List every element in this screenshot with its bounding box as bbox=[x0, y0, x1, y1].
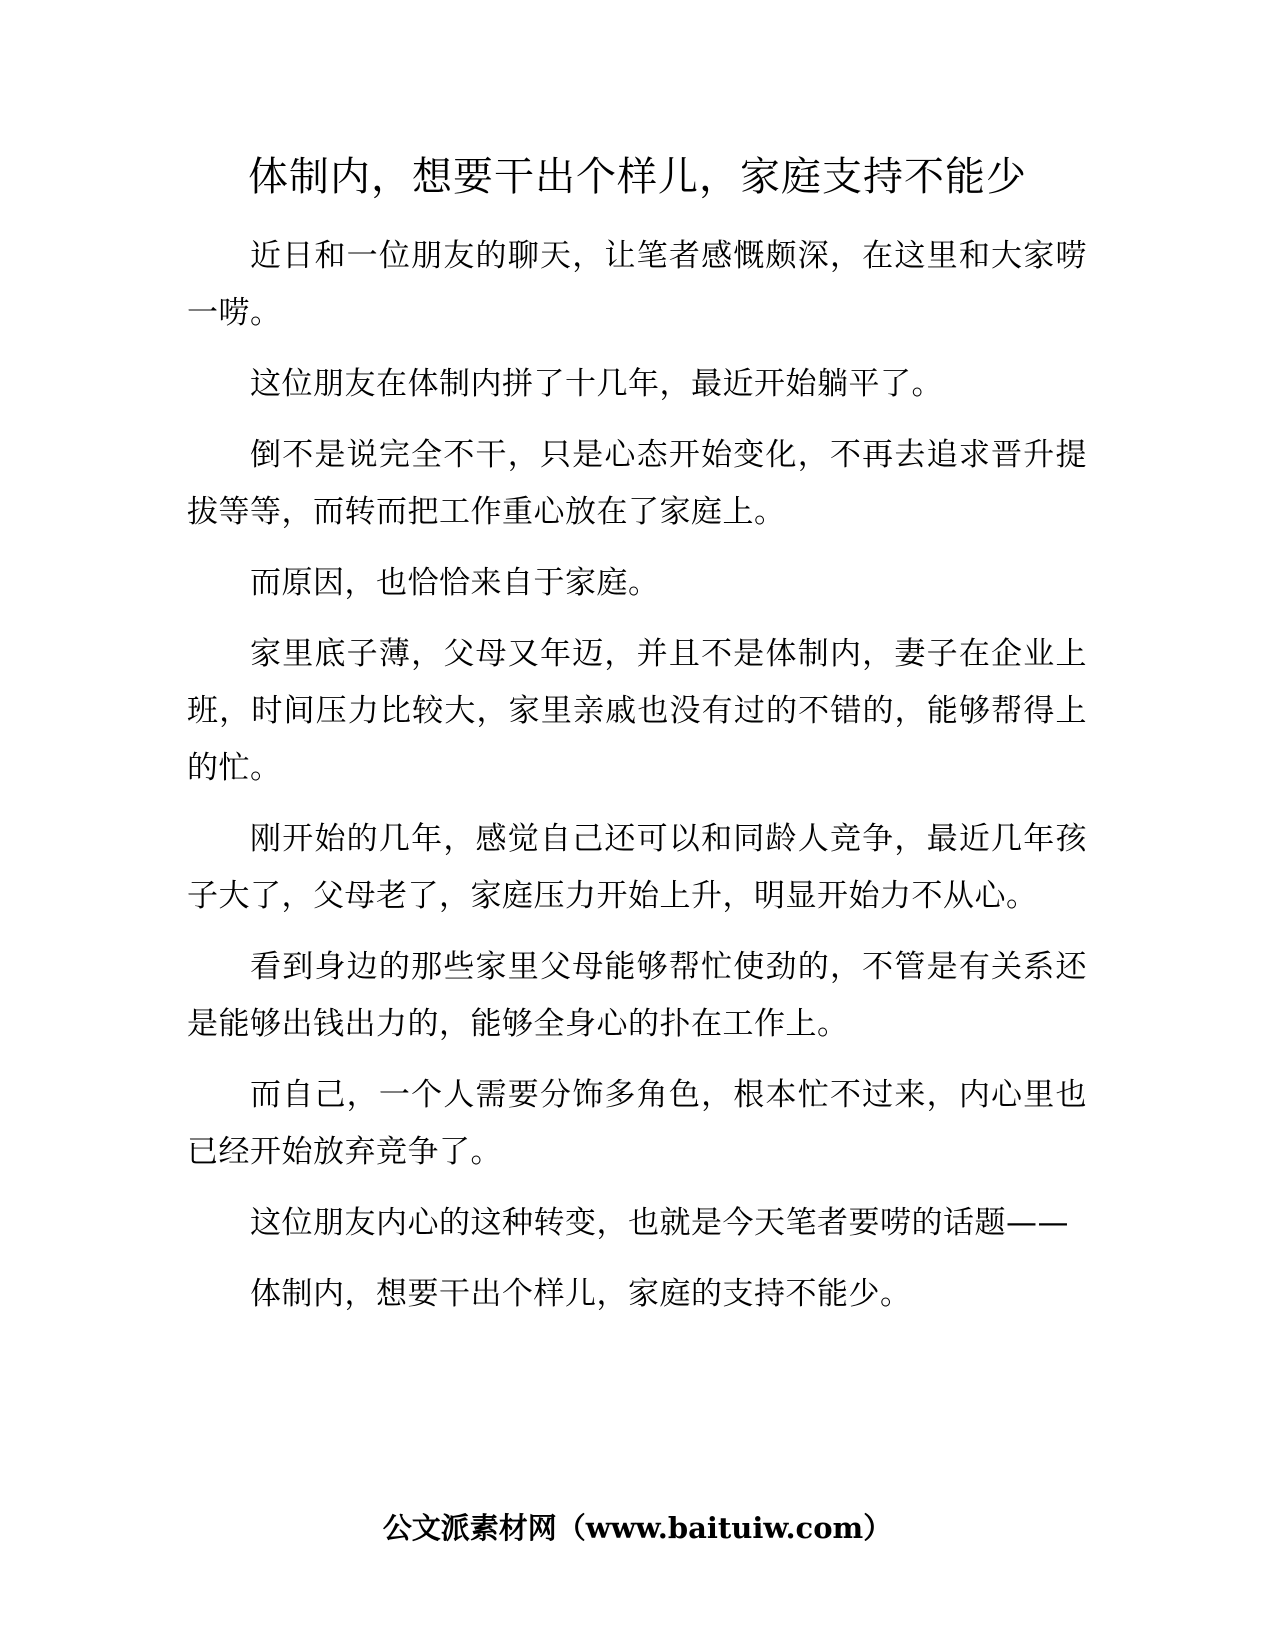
paragraph: 看到身边的那些家里父母能够帮忙使劲的，不管是有关系还是能够出钱出力的，能够全身心的扑在工作上。 bbox=[187, 949, 1087, 1042]
paragraph: 这位朋友在体制内拼了十几年，最近开始躺平了。 bbox=[250, 366, 943, 402]
paragraph: 倒不是说完全不干，只是心态开始变化，不再去追求晋升提拔等等，而转而把工作重心放在了家庭上。 bbox=[187, 437, 1087, 530]
document-body bbox=[187, 228, 1087, 1337]
paragraph: 家里底子薄，父母又年迈，并且不是体制内，妻子在企业上班，时间压力比较大，家里亲戚也没有过的不错的，能够帮得上的忙。 bbox=[187, 636, 1087, 786]
document-title: 体制内，想要干出个样儿，家庭支持不能少 bbox=[248, 154, 1027, 200]
paragraph: 体制内，想要干出个样儿，家庭的支持不能少。 bbox=[250, 1276, 912, 1312]
paragraph: 而自己，一个人需要分饰多角色，根本忙不过来，内心里也已经开始放弃竞争了。 bbox=[187, 1077, 1087, 1170]
footer-source: 公文派素材网（www.baituiw.com） bbox=[382, 1511, 893, 1545]
paragraph: 刚开始的几年，感觉自己还可以和同龄人竞争，最近几年孩子大了，父母老了，家庭压力开始上升，明显开始力不从心。 bbox=[187, 821, 1087, 914]
paragraph: 这位朋友内心的这种转变，也就是今天笔者要唠的话题—— bbox=[250, 1205, 1069, 1241]
paragraph: 而原因，也恰恰来自于家庭。 bbox=[250, 565, 660, 601]
paragraph: 近日和一位朋友的聊天，让笔者感慨颇深，在这里和大家唠一唠。 bbox=[187, 238, 1087, 331]
